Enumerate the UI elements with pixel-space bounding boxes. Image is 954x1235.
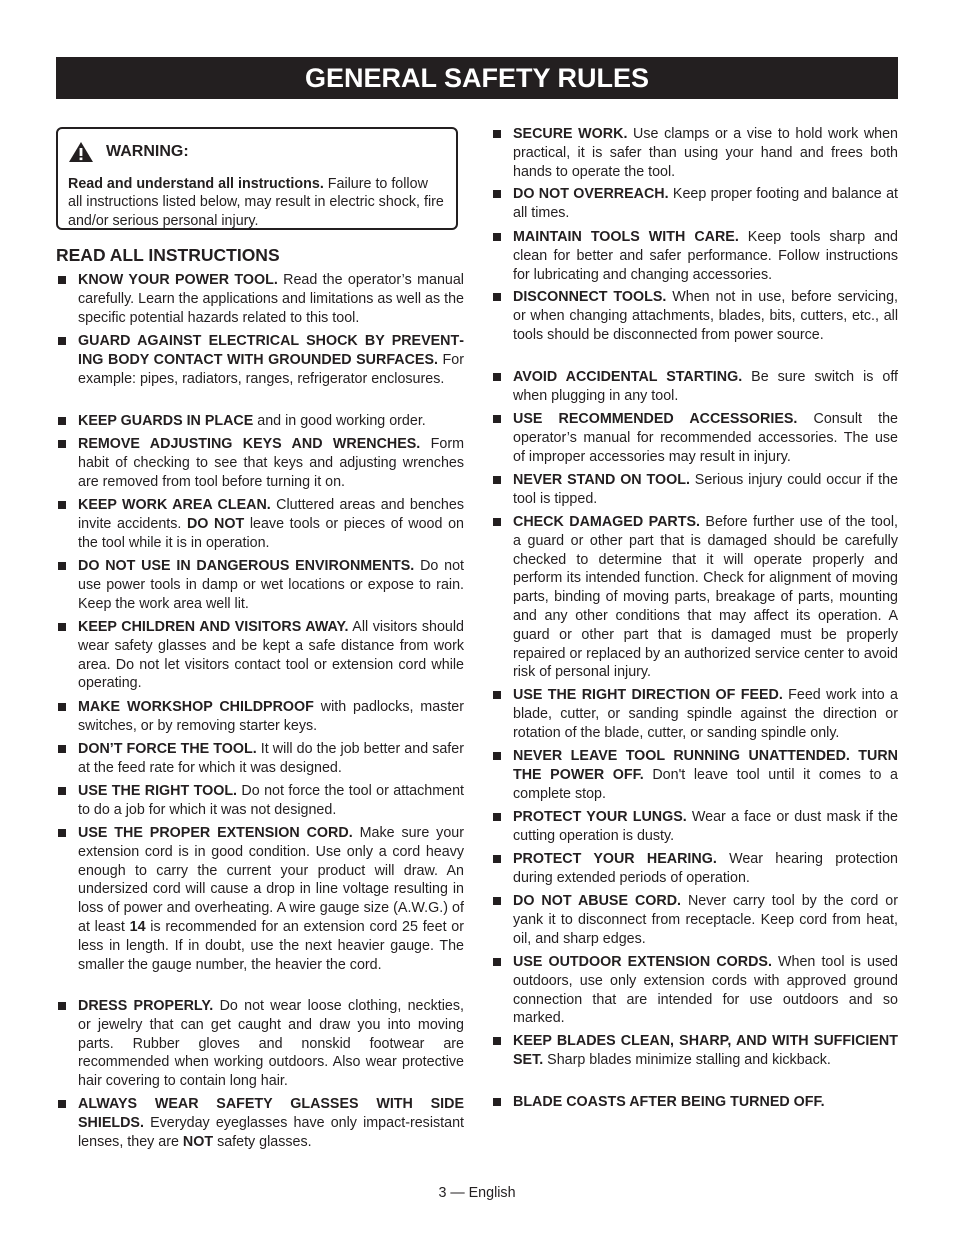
- rule-text: Read the operator’s manual carefully. Learn the applications and limitations as well as the specific potential hazards related to this tool.: [78, 272, 464, 326]
- rule-item: [56, 740, 464, 778]
- rule-text: Do not wear loose clothing, neckties, or jewelry that can get caught and draw you into moving parts. Rubber gloves and nonskid footwear are recommended when working outdoors. Also wear protective hair covering to contain long hair.: [78, 998, 465, 1090]
- rule-text: Don't leave tool until it comes to a complete stop.: [513, 766, 898, 802]
- warning-text: [68, 175, 446, 230]
- rule-item: [56, 332, 464, 388]
- rule-title: GUARD AGAINST ELECTRICAL SHOCK BY PREVENTING BODY CONTACT WITH GROUNDED SURFACES.: [78, 333, 464, 368]
- rule-title: SECURE WORK.: [513, 126, 628, 142]
- rule-item: [491, 808, 898, 846]
- rule-text: Keep proper footing and balance at all times.: [513, 186, 898, 221]
- rule-title: KEEP WORK AREA CLEAN.: [78, 497, 271, 513]
- bullet-icon: [493, 233, 501, 241]
- bullet-icon: [58, 703, 66, 711]
- rule-item: [491, 892, 898, 948]
- rule-title: ALWAYS WEAR SAFETY GLASSES WITH SIDE SHIELDS.: [78, 1096, 464, 1131]
- bullet-icon: [58, 562, 66, 570]
- bullet-icon: [493, 190, 501, 198]
- warning-box: [56, 127, 458, 230]
- rule-title: USE THE RIGHT DIRECTION OF FEED.: [513, 687, 783, 703]
- rule-item: [56, 782, 464, 820]
- bullet-icon: [493, 373, 501, 381]
- bullet-icon: [493, 476, 501, 484]
- rule-text: Consult the operator’s manual for recommended accessories. The use of improper accessories may result in injury.: [513, 411, 899, 465]
- rule-title: KEEP CHILDREN AND VISITORS AWAY.: [78, 619, 349, 635]
- bullet-icon: [493, 293, 501, 301]
- rule-item: [491, 953, 898, 1028]
- rule-title: USE OUTDOOR EXTENSION CORDS.: [513, 954, 772, 970]
- rule-text: Sharp blades minimize stalling and kickback.: [543, 1051, 831, 1068]
- bullet-icon: [493, 518, 501, 526]
- rule-title: DRESS PROPERLY.: [78, 998, 214, 1014]
- rule-item: [491, 288, 898, 344]
- rule-item: [491, 410, 898, 466]
- bullet-icon: [58, 623, 66, 631]
- bullet-icon: [58, 1002, 66, 1010]
- rule-item: [491, 850, 898, 888]
- rule-item: [491, 747, 898, 803]
- rule-text: Make sure your extension cord is in good condition. Use only a cord heavy enough to carry the current your product will draw. An undersized cord will cause a drop in line voltage resulting in loss of power and overheating. A wire gauge size (A.W.G.) of at least: [78, 825, 464, 935]
- warning-bold-text: Read and understand all instructions.: [68, 176, 324, 192]
- rule-title: USE RECOMMENDED ACCESSORIES.: [513, 411, 798, 427]
- bullet-icon: [493, 415, 501, 423]
- rule-item: [491, 185, 898, 223]
- rule-item: [491, 368, 898, 406]
- rule-item: [491, 228, 898, 284]
- rule-item: [491, 686, 898, 742]
- bullet-icon: [58, 337, 66, 345]
- rule-text: Form habit of checking to see that keys and adjusting wrenches are removed from tool before turning it on.: [78, 436, 465, 490]
- rule-text: When not in use, before servicing, or when changing attachments, blades, bits, cutters, etc., all tools should be disconnected from power source.: [513, 289, 898, 343]
- bullet-icon: [493, 130, 501, 138]
- rule-text: Never carry tool by the cord or yank it to disconnect from receptacle. Keep cord from heat, oil, and sharp edges.: [513, 893, 899, 947]
- bullet-icon: [493, 752, 501, 760]
- rule-text: Cluttered areas and benches invite accidents.: [78, 497, 464, 532]
- rule-text: All visitors should wear safety glasses and be kept a safe distance from work area. Do not let visitors contact tool or extension cord while operating.: [78, 619, 464, 692]
- rule-text: Be sure switch is off when plugging in any tool.: [513, 369, 899, 404]
- rule-item: [491, 125, 898, 181]
- rule-title: DO NOT OVERREACH.: [513, 186, 669, 202]
- bullet-icon: [58, 787, 66, 795]
- rule-title: CHECK DAMAGED PARTS.: [513, 514, 700, 530]
- rule-text: Serious injury could occur if the tool is tipped.: [513, 472, 898, 507]
- rule-item: [56, 618, 464, 693]
- rule-title: NEVER LEAVE TOOL RUNNING UNATTENDED. TURN THE POWER OFF.: [513, 748, 898, 783]
- rule-item: [491, 513, 898, 682]
- rule-title: KEEP BLADES CLEAN, SHARP, AND WITH SUFFICIENT SET.: [513, 1033, 898, 1068]
- rule-text: and in good working order.: [253, 413, 426, 429]
- rule-title: DON’T FORCE THE TOOL.: [78, 741, 257, 757]
- rule-item: [56, 997, 464, 1091]
- rule-title: MAKE WORKSHOP CHILDPROOF: [78, 699, 314, 715]
- bullet-icon: [58, 417, 66, 425]
- rule-item: [56, 557, 464, 613]
- rule-text: Use clamps or a vise to hold work when practical, it is safer than using your hand and frees both hands to operate the tool.: [513, 126, 898, 180]
- rule-title: DO NOT USE IN DANGEROUS ENVIRONMENTS.: [78, 558, 415, 574]
- rule-text: It will do the job better and safer at the feed rate for which it was designed.: [78, 741, 464, 776]
- warning-triangle-icon: [68, 141, 94, 163]
- rule-title: KEEP GUARDS IN PLACE: [78, 413, 254, 429]
- rule-title: USE THE RIGHT TOOL.: [78, 783, 238, 799]
- rule-emphasis: 14: [129, 918, 146, 935]
- rule-item: [56, 271, 464, 327]
- bullet-icon: [493, 1098, 501, 1106]
- rule-item: [56, 435, 464, 491]
- rule-title: BLADE COASTS AFTER BEING TURNED OFF.: [513, 1094, 825, 1110]
- rule-text: Keep tools sharp and clean for better and safer performance. Follow instructions for lubricating and changing accessories.: [513, 229, 898, 283]
- rule-title: DO NOT ABUSE CORD.: [513, 893, 682, 909]
- rule-item: [56, 1095, 464, 1151]
- rule-title: REMOVE ADJUSTING KEYS AND WRENCHES.: [78, 436, 421, 452]
- bullet-icon: [58, 1100, 66, 1108]
- rule-title: PROTECT YOUR LUNGS.: [513, 809, 687, 825]
- rule-text: Everyday eyeglasses have only impact-resistant lenses, they are: [78, 1114, 464, 1150]
- rule-text: safety glasses.: [213, 1133, 312, 1150]
- rule-item: [56, 496, 464, 552]
- bullet-icon: [58, 745, 66, 753]
- rule-text: Before further use of the tool, a guard or other part that is damaged should be carefully checked to determine that it will operate properly and perform its intended function. Check for alignment of moving parts, binding of moving parts, breakage of parts, mounting and any other conditions that may affect its operation. A guard or other part that is damaged must be properly repaired or replaced by an authorized service center to avoid risk of personal injury.: [513, 514, 898, 681]
- rule-item: [56, 698, 464, 736]
- rule-text: Do not use power tools in damp or wet locations or expose to rain. Keep the work area well lit.: [78, 558, 464, 612]
- rule-item: [491, 1032, 898, 1070]
- bullet-icon: [493, 855, 501, 863]
- rule-text: When tool is used outdoors, use only extension cords with approved ground connection that are intended for use outdoors and so marked.: [513, 954, 898, 1027]
- rule-emphasis: NOT: [182, 1133, 214, 1150]
- rule-item: [491, 471, 898, 509]
- bullet-icon: [493, 897, 501, 905]
- bullet-icon: [493, 958, 501, 966]
- rule-title: MAINTAIN TOOLS WITH CARE.: [513, 229, 739, 245]
- rule-text: Wear hearing protection during extended periods of operation.: [513, 851, 899, 886]
- bullet-icon: [493, 813, 501, 821]
- bullet-icon: [58, 440, 66, 448]
- rule-item: [56, 824, 464, 974]
- rule-title: NEVER STAND ON TOOL.: [513, 472, 690, 488]
- bullet-icon: [493, 1037, 501, 1045]
- bullet-icon: [58, 829, 66, 837]
- rule-title: PROTECT YOUR HEARING.: [513, 851, 717, 867]
- bullet-icon: [493, 691, 501, 699]
- rule-text: Wear a face or dust mask if the cutting operation is dusty.: [513, 809, 898, 844]
- rule-text: with padlocks, master switches, or by removing starter keys.: [78, 699, 464, 734]
- rule-text: Feed work into a blade, cutter, or sanding spindle against the direction or rotation of the blade, cutter, or sanding spindle only.: [513, 687, 898, 741]
- rule-text: is recommended for an extension cord 25 feet or less in length. If in doubt, use the next heavier gauge. The smaller the gauge number, the heavier the cord.: [78, 918, 464, 973]
- page-number: 3 — English: [438, 1185, 516, 1201]
- warning-label: WARNING:: [106, 143, 189, 160]
- page-title: GENERAL SAFETY RULES: [56, 57, 898, 99]
- warning-body-text: Failure to follow all instructions listed below, may result in electric shock, fire and/or serious personal injury.: [68, 176, 444, 229]
- rule-title: AVOID ACCIDENTAL STARTING.: [513, 369, 743, 385]
- rule-title: DISCONNECT TOOLS.: [513, 289, 667, 305]
- bullet-icon: [58, 501, 66, 509]
- rule-text: leave tools or pieces of wood on the tool while it is in operation.: [78, 515, 464, 551]
- bullet-icon: [58, 276, 66, 284]
- rule-item: [56, 412, 464, 431]
- section-heading: READ ALL INSTRUCTIONS: [56, 245, 280, 265]
- warning-header: [68, 141, 446, 163]
- rule-title: USE THE PROPER EXTENSION CORD.: [78, 825, 353, 841]
- rule-title: KNOW YOUR POWER TOOL.: [78, 272, 278, 288]
- rule-text: Do not force the tool or attachment to do a job for which it was not designed.: [78, 783, 464, 818]
- rule-text: For example: pipes, radiators, ranges, refrigerator enclosures.: [78, 351, 464, 387]
- rule-emphasis: DO NOT: [186, 515, 245, 532]
- rule-item: [491, 1093, 898, 1112]
